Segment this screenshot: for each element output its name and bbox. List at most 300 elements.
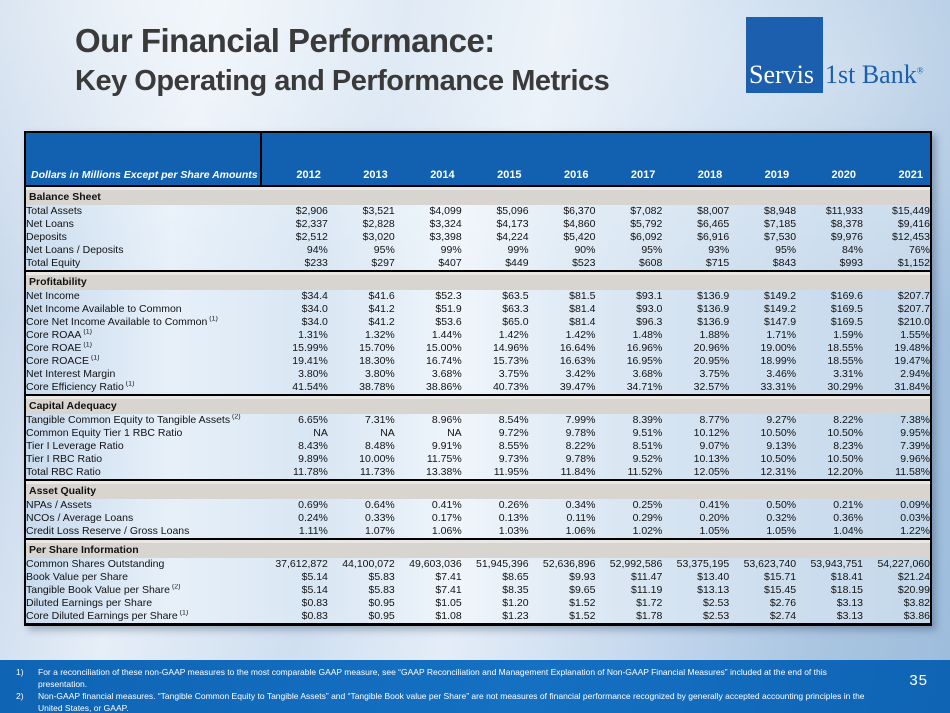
table-row — [26, 329, 930, 342]
metric-value: $51.9 — [435, 303, 462, 315]
metric-value: 1.32% — [365, 329, 395, 341]
metric-value: $207.7 — [897, 290, 930, 302]
metric-value: 9.96% — [900, 453, 930, 465]
metric-value: $41.6 — [368, 290, 395, 302]
metric-value: $7,530 — [764, 231, 797, 243]
metric-value: 11.52% — [627, 466, 663, 478]
row-label: Net Interest Margin — [26, 368, 116, 380]
table-row — [26, 427, 930, 440]
metric-value: $210.0 — [897, 316, 930, 328]
year-column-header: 2019 — [729, 133, 796, 186]
row-label: Core Net Income Available to Common $^{(1)}$ — [26, 316, 218, 328]
metric-value: 53,375,195 — [676, 558, 730, 570]
footnote-marker: (2) — [170, 584, 181, 591]
metric-value: 3.75% — [498, 368, 529, 380]
metric-value: $169.6 — [830, 290, 864, 302]
metric-value: 14.96% — [492, 342, 529, 354]
footnote-marker: (1) — [81, 342, 92, 349]
metric-value: 10.50% — [827, 427, 864, 439]
year-column-header: 2020 — [796, 133, 863, 186]
metric-value: $3,398 — [429, 231, 462, 243]
metric-value: $7.41 — [435, 571, 462, 583]
metric-value: 8.51% — [632, 440, 663, 452]
metric-value: $7,082 — [630, 205, 663, 217]
metric-value: $4,173 — [496, 218, 529, 230]
table-row — [26, 453, 930, 466]
metric-value: $15.45 — [764, 584, 797, 596]
metric-value: $0.95 — [368, 610, 395, 622]
metric-value: 54,227,060 — [877, 558, 930, 570]
metric-value: 0.33% — [365, 512, 395, 524]
metric-value: 10.00% — [359, 453, 395, 465]
metric-value: 16.74% — [426, 355, 462, 367]
metric-value: 11.95% — [493, 466, 529, 478]
metric-value: 9.07% — [699, 440, 730, 452]
metric-value: 0.17% — [431, 512, 462, 524]
metric-value: 1.03% — [498, 525, 529, 537]
year-column-header: 2018 — [662, 133, 729, 186]
metric-value: $5.83 — [368, 571, 395, 583]
metric-value: 95% — [641, 244, 663, 256]
page-subtitle: Key Operating and Performance Metrics — [75, 64, 610, 97]
year-column-header: 2017 — [595, 133, 662, 186]
metric-value: 8.77% — [699, 414, 730, 426]
metric-value: $7,185 — [764, 218, 797, 230]
metric-value: NA — [313, 427, 328, 439]
table-row — [26, 244, 930, 257]
metric-value: 1.06% — [565, 525, 596, 537]
metric-value: $63.5 — [502, 290, 529, 302]
metric-value: 9.52% — [632, 453, 663, 465]
metric-value: 39.47% — [559, 381, 596, 393]
metric-value: $169.5 — [830, 316, 864, 328]
metric-value: $715 — [705, 257, 730, 269]
section-balance-sheet — [26, 186, 930, 271]
metric-value: 8.23% — [833, 440, 864, 452]
metric-value: $207.7 — [897, 303, 930, 315]
metric-value: 0.25% — [632, 499, 663, 511]
row-label: Core Diluted Earnings per Share $^{(1)}$ — [26, 610, 189, 622]
table-row — [26, 525, 930, 539]
metric-value: 18.99% — [760, 355, 797, 367]
metric-value: $6,370 — [563, 205, 596, 217]
metric-value: $1.78 — [636, 610, 663, 622]
footnote-text: Non-GAAP financial measures. “Tangible Common Equity to Tangible Assets” and “Tangible Book value per Share” are not measures of financial performance recognized by generally accepted accounting principles in the United States, or GAAP. — [38, 690, 865, 713]
table-row — [26, 231, 930, 244]
metric-value: 0.13% — [498, 512, 529, 524]
metric-value: $1.23 — [502, 610, 529, 622]
row-label: Tangible Common Equity to Tangible Assets $^{(2)}$ — [26, 414, 241, 426]
metric-value: 3.68% — [431, 368, 462, 380]
metric-value: $81.5 — [569, 290, 596, 302]
metric-value: 51,945,396 — [476, 558, 529, 570]
metric-value: 6.65% — [298, 414, 328, 426]
year-column-header: 2013 — [328, 133, 395, 186]
row-label: Book Value per Share — [26, 571, 128, 583]
metric-value: 9.91% — [431, 440, 462, 452]
row-label: Total RBC Ratio — [26, 466, 101, 478]
footnote-marker: (1) — [207, 316, 218, 323]
metric-value: 0.21% — [833, 499, 864, 511]
metric-value: $169.5 — [830, 303, 864, 315]
metric-value: $0.83 — [301, 610, 328, 622]
metric-value: $0.95 — [368, 597, 395, 609]
metric-value: 15.99% — [292, 342, 328, 354]
metric-value: 1.05% — [699, 525, 730, 537]
metric-value: $52.3 — [435, 290, 462, 302]
metric-value: $1.52 — [569, 597, 596, 609]
year-column-header: 2014 — [395, 133, 462, 186]
metric-value: 1.02% — [632, 525, 663, 537]
section-header-row — [26, 190, 930, 205]
metric-value: $3.13 — [836, 610, 864, 622]
metric-value: 8.22% — [833, 414, 864, 426]
metric-value: $41.2 — [368, 316, 395, 328]
section-header: Capital Adequacy — [26, 399, 930, 414]
metric-value: 8.54% — [498, 414, 529, 426]
table-row — [26, 558, 930, 571]
metric-value: 0.36% — [833, 512, 864, 524]
year-column-header: 2016 — [529, 133, 596, 186]
table-row — [26, 218, 930, 231]
metric-value: 16.96% — [626, 342, 663, 354]
year-column-header: 2012 — [261, 133, 328, 186]
metric-value: $3,020 — [362, 231, 395, 243]
metric-value: $8,378 — [830, 218, 864, 230]
metric-value: $6,465 — [697, 218, 730, 230]
metric-value: $9,976 — [830, 231, 864, 243]
metric-value: 38.86% — [426, 381, 462, 393]
row-label: Deposits — [26, 231, 67, 243]
metric-value: $34.4 — [301, 290, 328, 302]
metric-value: $11,933 — [825, 205, 864, 217]
metric-value: $8.35 — [502, 584, 529, 596]
metric-value: $63.3 — [502, 303, 529, 315]
page-number: 35 — [909, 672, 928, 689]
metric-value: 0.41% — [431, 499, 462, 511]
metric-value: 9.51% — [632, 427, 663, 439]
metric-value: $3,324 — [429, 218, 462, 230]
metric-value: 15.00% — [426, 342, 462, 354]
metric-value: 9.78% — [565, 427, 596, 439]
metric-value: $2,906 — [295, 205, 328, 217]
row-label: Total Equity — [26, 257, 81, 269]
metric-value: $843 — [772, 257, 797, 269]
metric-value: 18.55% — [827, 342, 864, 354]
metric-value: 8.22% — [565, 440, 596, 452]
metric-value: 1.07% — [365, 525, 395, 537]
metric-value: 31.84% — [894, 381, 930, 393]
metric-value: 40.73% — [492, 381, 529, 393]
metric-value: 11.75% — [426, 453, 462, 465]
metric-value: $34.0 — [301, 303, 328, 315]
metric-value: 53,943,751 — [810, 558, 864, 570]
metric-value: 9.27% — [766, 414, 797, 426]
metric-value: $41.2 — [368, 303, 395, 315]
metric-value: $149.2 — [764, 290, 797, 302]
registered-trademark-icon: ® — [916, 65, 924, 76]
metric-value: 95% — [373, 244, 395, 256]
year-column-header: 2015 — [462, 133, 529, 186]
table-row — [26, 355, 930, 368]
metric-value: NA — [447, 427, 462, 439]
metric-value: 19.47% — [894, 355, 930, 367]
table-corner-label: Dollars in Millions Except per Share Amounts — [26, 133, 261, 186]
section-profitability — [26, 271, 930, 395]
metric-value: 3.75% — [699, 368, 730, 380]
metric-value: $96.3 — [636, 316, 663, 328]
metric-value: $15.71 — [764, 571, 797, 583]
footnote-marker: (2) — [230, 414, 241, 421]
metric-value: 10.13% — [693, 453, 730, 465]
metric-value: $5,096 — [496, 205, 529, 217]
row-label: Total Assets — [26, 205, 83, 217]
metric-value: $993 — [839, 257, 864, 269]
metric-value: $5.83 — [368, 584, 395, 596]
metric-value: $15,449 — [892, 205, 930, 217]
metric-value: 1.71% — [766, 329, 797, 341]
year-header-row — [26, 133, 930, 186]
metric-value: $2.76 — [769, 597, 797, 609]
metric-value: 3.42% — [565, 368, 596, 380]
metric-value: 9.89% — [298, 453, 328, 465]
metric-value: 10.50% — [827, 453, 864, 465]
footnotes — [16, 667, 866, 713]
metric-value: 52,636,896 — [542, 558, 596, 570]
table-row — [26, 257, 930, 271]
metric-value: $5,420 — [563, 231, 596, 243]
metric-value: $3.86 — [903, 610, 930, 622]
metric-value: 1.11% — [298, 525, 328, 537]
section-header: Asset Quality — [26, 484, 930, 499]
page-title: Our Financial Performance: — [75, 22, 495, 59]
metric-value: $523 — [572, 257, 596, 269]
row-label: Tier I RBC Ratio — [26, 453, 103, 465]
metric-value: 37,612,872 — [275, 558, 328, 570]
metric-value: 1.42% — [565, 329, 596, 341]
table-row — [26, 414, 930, 427]
metric-value: $34.0 — [301, 316, 328, 328]
metric-value: 0.09% — [900, 499, 930, 511]
metric-value: 95% — [775, 244, 797, 256]
metric-value: 3.68% — [632, 368, 663, 380]
row-label: Credit Loss Reserve / Gross Loans — [26, 525, 190, 537]
footnote — [16, 667, 866, 691]
footnote-marker: (1) — [177, 610, 189, 617]
metric-value: $4,224 — [496, 231, 529, 243]
section-header-row — [26, 543, 930, 558]
table-row — [26, 499, 930, 512]
metric-value: 3.31% — [833, 368, 864, 380]
metric-value: 16.95% — [626, 355, 663, 367]
metric-value: 99% — [507, 244, 529, 256]
metric-value: 1.55% — [900, 329, 930, 341]
metric-value: 19.41% — [292, 355, 328, 367]
footnote-marker: (1) — [123, 381, 135, 388]
metric-value: 8.39% — [632, 414, 663, 426]
table-row — [26, 512, 930, 525]
metric-value: 93% — [708, 244, 730, 256]
metric-value: 1.44% — [431, 329, 462, 341]
metric-value: $5,792 — [630, 218, 663, 230]
metrics-table — [26, 133, 930, 623]
metric-value: 7.99% — [565, 414, 596, 426]
footnote-number: 2) — [16, 690, 24, 701]
table-row — [26, 381, 930, 395]
table-row — [26, 440, 930, 453]
row-label: Common Equity Tier 1 RBC Ratio — [26, 427, 183, 439]
metric-value: $93.0 — [636, 303, 663, 315]
row-label: Core ROAE $^{(1)}$ — [26, 342, 92, 354]
metric-value: $18.15 — [830, 584, 864, 596]
metric-value: 1.06% — [431, 525, 462, 537]
table-row — [26, 571, 930, 584]
table-row — [26, 584, 930, 597]
metric-value: 9.95% — [900, 427, 930, 439]
metric-value: 84% — [842, 244, 864, 256]
metric-value: $8.65 — [502, 571, 529, 583]
metric-value: $8,948 — [764, 205, 797, 217]
metric-value: $4,860 — [563, 218, 596, 230]
metric-value: 1.48% — [632, 329, 663, 341]
metric-value: 8.55% — [498, 440, 529, 452]
metric-value: 3.46% — [766, 368, 797, 380]
metric-value: $2.74 — [769, 610, 797, 622]
logo-blue-square — [746, 17, 823, 93]
section-header: Balance Sheet — [26, 190, 930, 205]
row-label: Core ROAA $^{(1)}$ — [26, 329, 92, 341]
section-header-row — [26, 399, 930, 414]
metric-value: $9,416 — [897, 218, 930, 230]
row-label: NCOs / Average Loans — [26, 512, 134, 524]
metric-value: $6,916 — [697, 231, 730, 243]
metric-value: 33.31% — [760, 381, 797, 393]
metric-value: $20.99 — [897, 584, 930, 596]
metric-value: 7.39% — [900, 440, 930, 452]
metric-value: 19.00% — [760, 342, 797, 354]
metric-value: 7.31% — [365, 414, 395, 426]
metric-value: $1.52 — [569, 610, 596, 622]
metric-value: 9.73% — [498, 453, 529, 465]
metric-value: $0.83 — [301, 597, 328, 609]
section-asset-quality — [26, 480, 930, 539]
metric-value: $2,512 — [295, 231, 328, 243]
table-row — [26, 290, 930, 303]
metric-value: $2,337 — [295, 218, 328, 230]
metric-value: 0.24% — [298, 512, 328, 524]
row-label: Diluted Earnings per Share — [26, 597, 153, 609]
metric-value: 8.48% — [365, 440, 395, 452]
row-label: Core Efficiency Ratio $^{(1)}$ — [26, 381, 135, 393]
metric-value: 8.43% — [298, 440, 328, 452]
section-header: Per Share Information — [26, 543, 930, 558]
logo-text-servis: Servis — [749, 60, 814, 89]
year-column-header: 2021 — [863, 133, 930, 186]
metric-value: $93.1 — [636, 290, 663, 302]
metric-value: $1.72 — [636, 597, 663, 609]
metric-value: 34.71% — [626, 381, 663, 393]
metric-value: 52,992,586 — [609, 558, 663, 570]
metric-value: $3.13 — [836, 597, 864, 609]
metric-value: 2.94% — [900, 368, 930, 380]
metric-value: 16.63% — [559, 355, 596, 367]
section-header-row — [26, 484, 930, 499]
table-row — [26, 466, 930, 480]
row-label: Net Income — [26, 290, 80, 302]
table-row — [26, 610, 930, 623]
metric-value: 11.78% — [293, 466, 328, 478]
table-row — [26, 368, 930, 381]
metric-value: $136.9 — [697, 290, 730, 302]
metric-value: 11.84% — [560, 466, 596, 478]
metric-value: $9.65 — [569, 584, 596, 596]
table-row — [26, 303, 930, 316]
metric-value: $1.08 — [435, 610, 462, 622]
metric-value: $9.93 — [569, 571, 596, 583]
metric-value: 7.38% — [900, 414, 930, 426]
metric-value: $608 — [638, 257, 663, 269]
metric-value: 9.78% — [565, 453, 596, 465]
metric-value: 0.26% — [498, 499, 529, 511]
metric-value: 41.54% — [292, 381, 328, 393]
footnote-text: For a reconciliation of these non-GAAP measures to the most comparable GAAP measure, see “GAAP Reconciliation and Management Explanation of Non-GAAP Financial Measures” included at the end of this presentation. — [38, 667, 827, 689]
metric-value: $1,152 — [897, 257, 930, 269]
section-header-row — [26, 275, 930, 290]
metric-value: 15.73% — [492, 355, 529, 367]
metric-value: 0.32% — [766, 512, 797, 524]
footnote-marker: (1) — [89, 355, 100, 362]
metric-value: 15.70% — [359, 342, 395, 354]
metric-value: 49,603,036 — [409, 558, 462, 570]
metric-value: 90% — [574, 244, 596, 256]
metric-value: 1.31% — [298, 329, 328, 341]
metric-value: 0.20% — [699, 512, 730, 524]
row-label: Tangible Book Value per Share $^{(2)}$ — [26, 584, 181, 596]
metric-value: $1.20 — [502, 597, 529, 609]
metric-value: 1.59% — [833, 329, 864, 341]
metric-value: 10.12% — [693, 427, 730, 439]
metric-value: 0.11% — [566, 512, 596, 524]
metric-value: $13.13 — [697, 584, 730, 596]
logo-text-1st-bank: 1st Bank® — [825, 60, 924, 89]
metric-value: 0.41% — [699, 499, 730, 511]
metric-value: 20.95% — [693, 355, 730, 367]
metric-value: $6,092 — [630, 231, 663, 243]
section-header: Profitability — [26, 275, 930, 290]
metric-value: 32.57% — [693, 381, 730, 393]
row-label: NPAs / Assets — [26, 499, 92, 511]
metric-value: 19.48% — [894, 342, 930, 354]
metric-value: $2.53 — [702, 610, 730, 622]
servisfirst-bank-logo — [746, 17, 924, 93]
metric-value: 9.72% — [498, 427, 529, 439]
metric-value: 10.50% — [760, 427, 797, 439]
metric-value: 16.64% — [559, 342, 596, 354]
metric-value: 0.03% — [900, 512, 930, 524]
metric-value: 1.88% — [699, 329, 730, 341]
metric-value: 30.29% — [827, 381, 864, 393]
metric-value: 94% — [306, 244, 328, 256]
metric-value: $11.19 — [631, 584, 663, 596]
metric-value: $449 — [505, 257, 529, 269]
row-label: Net Loans — [26, 218, 74, 230]
metric-value: 0.29% — [632, 512, 663, 524]
slide-footer — [0, 660, 950, 713]
metric-value: 9.13% — [766, 440, 797, 452]
table-row — [26, 316, 930, 329]
metric-value: 10.50% — [760, 453, 797, 465]
section-per-share-information — [26, 539, 930, 623]
